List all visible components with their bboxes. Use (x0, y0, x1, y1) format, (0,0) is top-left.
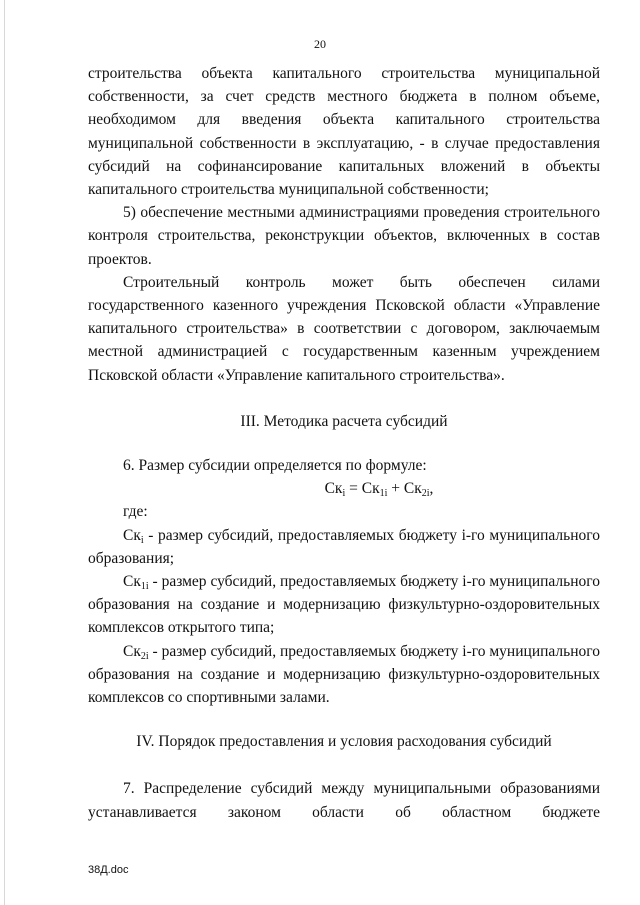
definition-symbol-sub: 2i (140, 650, 149, 662)
definition-symbol-sub: i (140, 534, 144, 546)
definition-symbol: Ск (123, 642, 141, 660)
definition-text: - размер субсидий, предоставляемых бюджету i-го муниципального образования; (88, 526, 600, 567)
page-number: 20 (314, 37, 326, 51)
definition-symbol-sub: 1i (140, 581, 149, 593)
body-text (88, 62, 600, 824)
definition-ck-1i (88, 570, 600, 640)
formula-term-1: Ск (361, 480, 380, 498)
formula-lhs-sub: i (342, 488, 346, 500)
paragraph-continuation: строительства объекта капитального строительства муниципальной собственности, за счет средств местного бюджета в полном объеме, необходимом для введения объекта капитального строительства муниципальной собственности в эксплуатацию, - в случае предоставления субсидий на софинансирование капитальных вложений в объекты капитального строительства муниципальной собственности; (88, 65, 600, 199)
definition-text: - размер субсидий, предоставляемых бюджету i-го муниципального образования на создание и модернизацию физкультурно-оздоровительных комплексов открытого типа; (88, 573, 600, 637)
definition-symbol: Ск (123, 573, 141, 591)
formula-term-2: Ск (403, 480, 422, 498)
formula-eq: = (345, 480, 362, 498)
definition-text: - размер субсидий, предоставляемых бюджету i-го муниципального образования на создание и модернизацию физкультурно-оздоровительных комплексов со спортивными залами. (88, 642, 600, 707)
definition-ck-i (88, 524, 600, 570)
paragraph-construction-control: Строительный контроль может быть обеспечен силами государственного казенного учреждения Псковской области «Управление капитального строительства» в соответствии с договором, заключаемым местной администрацией с государственным казенным учреждением Псковской области «Управление капитального строительства». (88, 273, 600, 384)
section-heading-3: III. Методика расчета субсидий (240, 412, 448, 430)
formula-lhs: Ск (324, 480, 343, 498)
paragraph-item-5: 5) обеспечение местными администрациями проведения строительного контроля строительства, реконструкции объектов, включенных в состав проектов. (88, 204, 600, 268)
formula-term-2-sub: 2i (421, 488, 430, 500)
footer-filename: 38Д.doc (88, 864, 129, 876)
paragraph-item-6: 6. Размер субсидии определяется по формуле: (123, 457, 427, 475)
scan-edge-line (4, 0, 5, 905)
definition-symbol: Ск (123, 526, 141, 544)
definition-ck-2i (88, 640, 600, 710)
formula-tail: , (429, 480, 434, 498)
paragraph-item-7: 7. Распределение субсидий между муниципальными образованиями устанавливается законом области об областном бюджете (88, 780, 600, 821)
section-heading-4: IV. Порядок предоставления и условия расходования субсидий (136, 733, 552, 751)
formula-plus: + (387, 480, 404, 498)
formula-term-1-sub: 1i (379, 488, 388, 500)
where-label: где: (123, 503, 148, 521)
formula (88, 477, 600, 500)
